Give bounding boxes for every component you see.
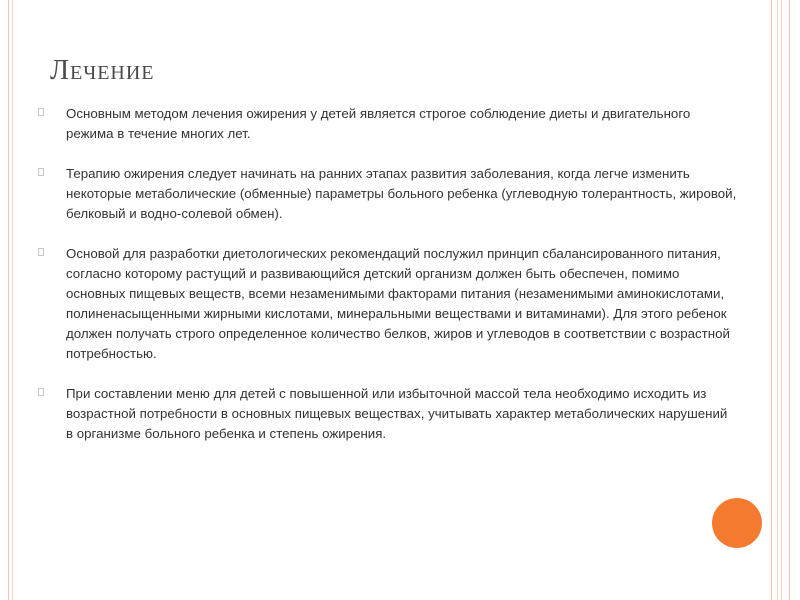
bullet-paragraph-1 bbox=[38, 104, 738, 144]
bullet-paragraph-4 bbox=[38, 384, 738, 444]
right-border-line-2 bbox=[777, 0, 778, 600]
bullet-paragraph-2 bbox=[38, 164, 738, 224]
bullet-square-icon bbox=[38, 108, 44, 116]
left-border-line bbox=[8, 0, 9, 600]
right-border-line-1 bbox=[771, 0, 772, 600]
paragraph-text: Основным методом лечения ожирения у детей является строгое соблюдение диеты и двигательного режима в течение многих лет. bbox=[66, 106, 691, 141]
left-border-line-inner bbox=[12, 0, 13, 600]
slide-content bbox=[38, 104, 738, 464]
bullet-square-icon bbox=[38, 388, 44, 396]
paragraph-text: Терапию ожирения следует начинать на ранних этапах развития заболевания, когда легче изменить некоторые метаболические (обменные) параметры больного ребенка (углеводную толерантность, жировой, белковый и водно-солевой обмен). bbox=[66, 166, 737, 221]
bullet-paragraph-3 bbox=[38, 244, 738, 364]
slide-title: Лечение bbox=[50, 55, 155, 86]
right-border-line-4 bbox=[789, 0, 790, 600]
paragraph-text: При составлении меню для детей с повышенной или избыточной массой тела необходимо исходить из возрастной потребности в основных пищевых веществах, учитывать характер метаболических нарушений в организме больного ребенка и степень ожирения. bbox=[66, 386, 728, 441]
bullet-square-icon bbox=[38, 168, 44, 176]
decorative-orange-circle bbox=[712, 498, 762, 548]
right-border-line-3 bbox=[781, 0, 782, 600]
bullet-square-icon bbox=[38, 248, 44, 256]
paragraph-text: Основой для разработки диетологических рекомендаций послужил принцип сбалансированного питания, согласно которому растущий и развивающийся детский организм должен быть обеспечен, помимо основных пищевых веществ, всеми незаменимыми факторами питания (незаменимыми аминокислотами, полиненасыщенными жирными кислотами, минеральными веществами и витаминами). Для этого ребенок должен получать строго определенное количество белков, жиров и углеводов в соответствии с возрастной потребностью. bbox=[66, 246, 730, 361]
